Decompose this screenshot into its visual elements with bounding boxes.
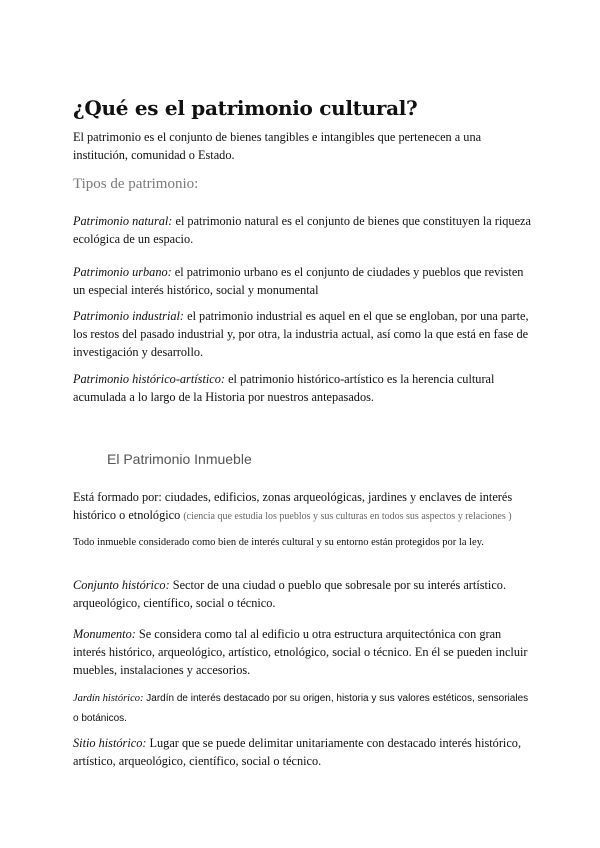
inmueble-conjunto (73, 576, 533, 612)
inmueble-note: (ciencia que estudia los pueblos y sus culturas en todos sus aspectos y relaciones ) (183, 511, 512, 522)
inmueble-sitio (73, 734, 533, 770)
tipo-historico-artistico (73, 370, 533, 406)
tipo-text: el patrimonio histórico-artístico es la herencia cultural acumulada a lo largo de la Historia por nuestros antepasados. (73, 372, 495, 404)
inmueble-text: Jardín de interés destacado por su origen, historia y sus valores estéticos, sensoriales o botánicos. (73, 693, 529, 724)
inmueble-term: Jardín histórico: (73, 693, 144, 704)
inmueble-heading: El Patrimonio Inmueble (107, 451, 252, 467)
inmueble-protected: Todo inmueble considerado como bien de interés cultural y su entorno están protegidos por la ley. (73, 537, 484, 548)
tipo-natural (73, 212, 533, 248)
inmueble-intro (73, 488, 533, 526)
tipo-term: Patrimonio urbano: (73, 265, 172, 279)
inmueble-text: Sector de una ciudad o pueblo que sobresale por su interés artístico. arqueológico, científico, social o técnico. (73, 578, 507, 610)
inmueble-text: Lugar que se puede delimitar unitariamente con destacado interés histórico, artístico, arqueológico, científico, social o técnico. (73, 736, 522, 768)
tipo-text: el patrimonio natural es el conjunto de bienes que constituyen la riqueza ecológica de un espacio. (73, 214, 531, 246)
page-title: ¿Qué es el patrimonio cultural? (73, 96, 418, 120)
tipo-term: Patrimonio histórico-artístico: (73, 372, 225, 386)
tipo-term: Patrimonio industrial: (73, 309, 185, 323)
inmueble-monumento (73, 625, 533, 679)
tipo-industrial (73, 307, 533, 361)
inmueble-intro-text: Está formado por: ciudades, edificios, zonas arqueológicas, jardines y enclaves de interés histórico o etnológico (73, 490, 513, 522)
inmueble-term: Monumento: (73, 627, 136, 641)
tipo-urbano (73, 263, 533, 299)
tipo-text: el patrimonio urbano es el conjunto de ciudades y pueblos que revisten un especial interés histórico, social y monumental (73, 265, 524, 297)
inmueble-jardin (73, 688, 533, 728)
inmueble-term: Sitio histórico: (73, 736, 147, 750)
tipo-text: el patrimonio industrial es aquel en el que se engloban, por una parte, los restos del pasado industrial y, por otra, la industria actual, así como la que está en fase de investigación y desarrollo. (73, 309, 529, 359)
intro-paragraph: El patrimonio es el conjunto de bienes tangibles e intangibles que pertenecen a una institución, comunidad o Estado. (73, 130, 482, 162)
tipos-heading: Tipos de patrimonio: (73, 176, 199, 192)
tipo-term: Patrimonio natural: (73, 214, 173, 228)
inmueble-term: Conjunto histórico: (73, 578, 170, 592)
inmueble-text: Se considera como tal al edificio u otra estructura arquitectónica con gran interés histórico, arqueológico, artístico, etnológico, social o técnico. En él se pueden incluir muebles, instalaciones y accesorios. (73, 627, 528, 677)
